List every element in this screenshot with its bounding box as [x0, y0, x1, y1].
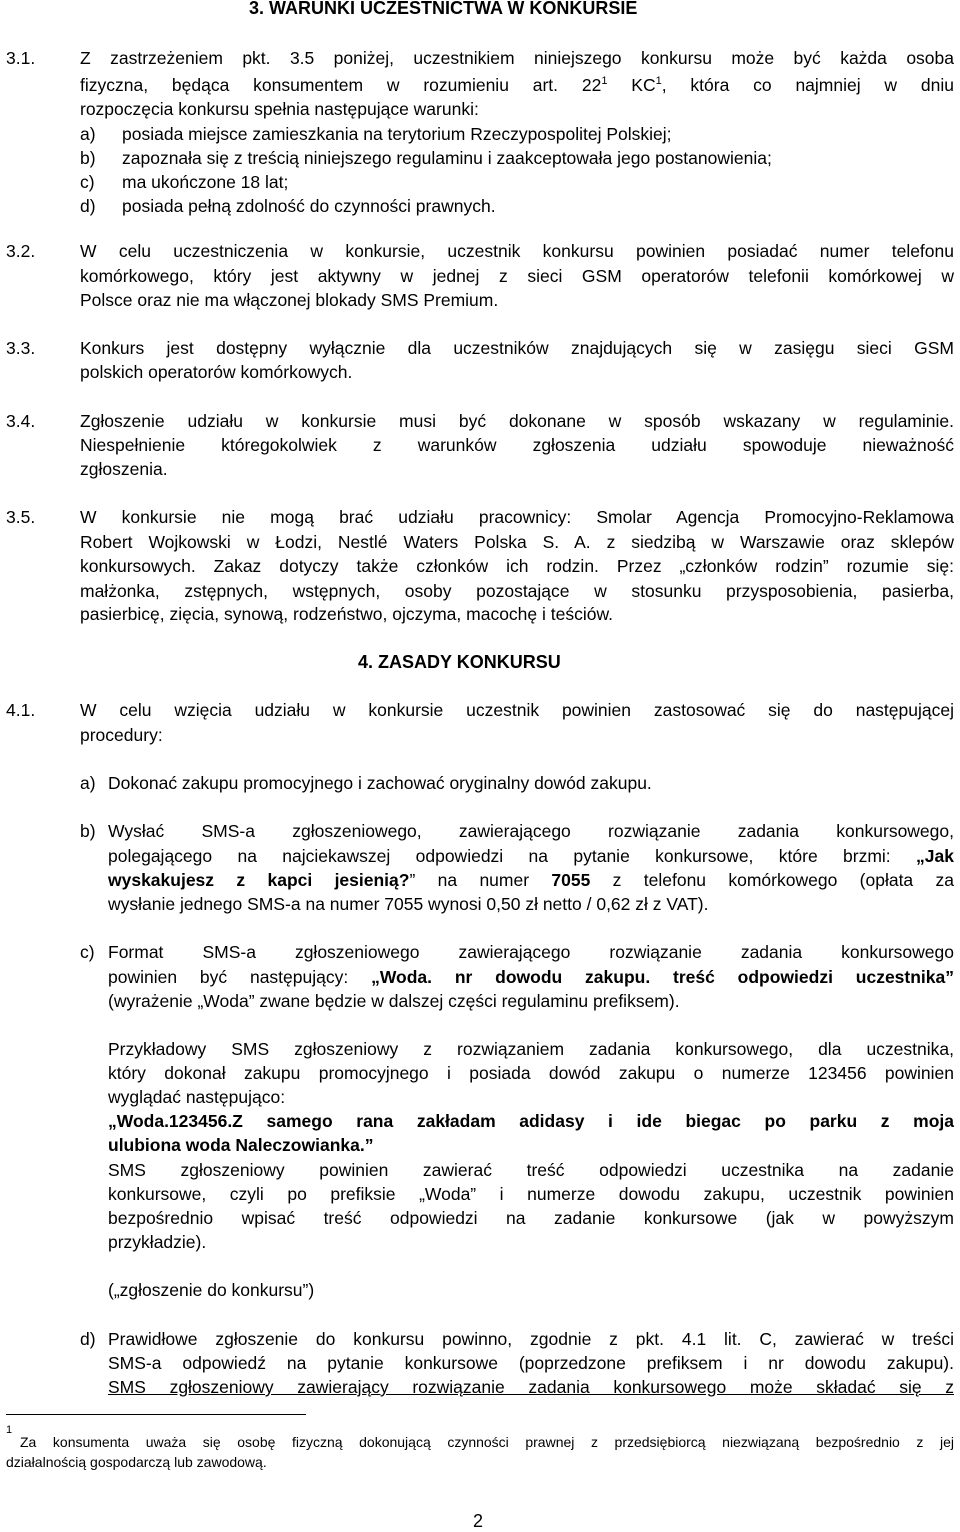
- clause-line: [80, 74, 954, 96]
- list-item-line: SMS-a odpowiedź na pytanie konkursowe (poprzedzone prefiksem i nr dowodu zakupu).: [108, 1353, 954, 1373]
- list-item-line: [108, 1376, 954, 1398]
- example-line: który dokonał zakupu promocyjnego i posiada dowód zakupu o numerze 123456 powinien: [108, 1063, 954, 1083]
- example-sms: [108, 1110, 954, 1132]
- list-marker: d): [80, 1329, 96, 1349]
- clause-line: W celu wzięcia udziału w konkursie uczestnik powinien zastosować się do następującej: [80, 700, 954, 720]
- footnote-ref[interactable]: 1: [655, 75, 662, 87]
- list-item: ma ukończone 18 lat;: [122, 172, 289, 192]
- list-marker: c): [80, 942, 95, 962]
- sms-description-line: konkursowe, czyli po prefiksie „Woda” i numerze dowodu zakupu, uczestnik powinien: [108, 1184, 954, 1204]
- list-marker: b): [80, 148, 96, 168]
- sms-format: „Woda. nr dowodu zakupu. treść odpowiedzi uczestnika”: [371, 967, 955, 987]
- section-4-title: 4. ZASADY KONKURSU: [358, 652, 561, 672]
- list-marker: a): [80, 124, 96, 144]
- clause-number: 3.4.: [6, 411, 36, 431]
- clause-line: komórkowego, który jest aktywny w jednej z sieci GSM operatorów telefonii komórkowej w: [80, 266, 954, 286]
- footnote-marker: 1: [6, 1424, 13, 1436]
- clause-line: rozpoczęcia konkursu spełnia następujące warunki:: [80, 99, 479, 119]
- sms-description-line: bezpośrednio wpisać treść odpowiedzi na zadanie konkursowe (jak w powyższym: [108, 1208, 954, 1228]
- list-marker: a): [80, 773, 96, 793]
- list-item-line: [108, 966, 954, 988]
- section-3-title: 3. WARUNKI UCZESTNICTWA W KONKURSIE: [249, 0, 638, 18]
- text-run: KC: [607, 75, 656, 95]
- clause-line: W celu uczestniczenia w konkursie, uczestnik konkursu powinien posiadać numer telefonu: [80, 241, 954, 261]
- page-number: 2: [473, 1511, 484, 1531]
- clause-line: Z zastrzeżeniem pkt. 3.5 poniżej, uczestnikiem niniejszego konkursu może być każda osoba: [80, 48, 954, 68]
- list-item: Dokonać zakupu promocyjnego i zachować oryginalny dowód zakupu.: [108, 773, 652, 793]
- clause-line: konkursowych. Zakaz dotyczy także członków ich rodzin. Przez „członków rodzin” rozumie się:: [80, 556, 954, 576]
- sms-number: 7055: [551, 870, 591, 890]
- list-item: posiada miejsce zamieszkania na terytorium Rzeczypospolitej Polskiej;: [122, 124, 672, 144]
- clause-number: 4.1.: [6, 700, 36, 720]
- example-sms-text: „Woda.123456.Z samego rana zakładam adidasy i ide biegac po parku z moja: [108, 1111, 954, 1131]
- text-run: polegającego na najciekawszej odpowiedzi na pytanie konkursowe, które brzmi:: [108, 846, 917, 866]
- clause-line: polskich operatorów komórkowych.: [80, 362, 353, 382]
- list-item-line: Prawidłowe zgłoszenie do konkursu powinno, zgodnie z pkt. 4.1 lit. C, zawierać w treści: [108, 1329, 954, 1349]
- footnote-line: Za konsumenta uważa się osobę fizyczną dokonującą czynności prawnej z przedsiębiorcą niezwiązaną bezpośrednio z jej: [20, 1434, 954, 1450]
- example-line: Przykładowy SMS zgłoszeniowy z rozwiązaniem zadania konkursowego, dla uczestnika,: [108, 1039, 954, 1059]
- clause-line: Konkurs jest dostępny wyłącznie dla uczestników znajdujących się w zasięgu sieci GSM: [80, 338, 954, 358]
- example-sms-text: ulubiona woda Naleczowianka.”: [108, 1135, 374, 1155]
- footnote-separator: [6, 1414, 306, 1415]
- clause-line: Zgłoszenie udziału w konkursie musi być dokonane w sposób wskazany w regulaminie.: [80, 411, 954, 431]
- clause-line: procedury:: [80, 725, 163, 745]
- text-run: powinien być następujący:: [108, 967, 372, 987]
- contest-question: „Jak: [916, 846, 954, 866]
- list-item-line: (wyrażenie „Woda” zwane będzie w dalszej części regulaminu prefiksem).: [108, 991, 680, 1011]
- list-item: zapoznała się z treścią niniejszego regulaminu i zaakceptowała jego postanowienia;: [122, 148, 772, 168]
- clause-number: 3.1.: [6, 48, 36, 68]
- clause-line: pasierbicę, zięcia, synową, rodzeństwo, ojczyma, macochę i teściów.: [80, 604, 614, 624]
- list-marker: b): [80, 821, 96, 841]
- list-item-line: Format SMS-a zgłoszeniowego zawierającego rozwiązanie zadania konkursowego: [108, 942, 954, 962]
- list-item-line: Wysłać SMS-a zgłoszeniowego, zawierającego rozwiązanie zadania konkursowego,: [108, 821, 954, 841]
- clause-number: 3.2.: [6, 241, 36, 261]
- text-run: na numer: [415, 870, 552, 890]
- text-run: ”: [409, 870, 416, 890]
- underlined-text: SMS zgłoszeniowy zawierający rozwiązanie zadania konkursowego może składać się z: [108, 1377, 954, 1397]
- definition-note: („zgłoszenie do konkursu”): [108, 1280, 315, 1300]
- example-line: wyglądać następująco:: [108, 1087, 286, 1107]
- clause-line: W konkursie nie mogą brać udziału pracownicy: Smolar Agencja Promocyjno-Reklamowa: [80, 507, 954, 527]
- clause-number: 3.3.: [6, 338, 36, 358]
- clause-line: małżonka, zstępnych, wstępnych, osoby pozostające w stosunku przysposobienia, pasierba,: [80, 581, 954, 601]
- clause-line: Robert Wojkowski w Łodzi, Nestlé Waters Polska S. A. z siedzibą w Warszawie oraz sklepów: [80, 532, 954, 552]
- clause-line: zgłoszenia.: [80, 459, 168, 479]
- clause-line: Polsce oraz nie ma włączonej blokady SMS Premium.: [80, 290, 499, 310]
- text-run: fizyczna, będąca konsumentem w rozumieniu art. 22: [80, 75, 602, 95]
- list-marker: c): [80, 172, 95, 192]
- text-run: , która co najmniej w dniu: [661, 75, 954, 95]
- list-item: posiada pełną zdolność do czynności prawnych.: [122, 196, 496, 216]
- contest-question: wyskakujesz z kapci jesienią?: [108, 870, 410, 890]
- list-item-line: [108, 845, 954, 867]
- clause-number: 3.5.: [6, 507, 36, 527]
- footnote-ref[interactable]: 1: [601, 75, 608, 87]
- sms-description-line: SMS zgłoszeniowy powinien zawierać treść odpowiedzi uczestnika na zadanie: [108, 1160, 954, 1180]
- sms-description-line: przykładzie).: [108, 1232, 207, 1252]
- list-item-line: wysłanie jednego SMS-a na numer 7055 wynosi 0,50 zł netto / 0,62 zł z VAT).: [108, 894, 709, 914]
- list-item-line: [108, 869, 954, 891]
- clause-line: Niespełnienie któregokolwiek z warunków zgłoszenia udziału spowoduje nieważność: [80, 435, 954, 455]
- example-sms: [108, 1134, 373, 1156]
- list-marker: d): [80, 196, 96, 216]
- footnote-line: działalnością gospodarczą lub zawodową.: [6, 1454, 267, 1470]
- text-run: z telefonu komórkowego (opłata za: [590, 870, 954, 890]
